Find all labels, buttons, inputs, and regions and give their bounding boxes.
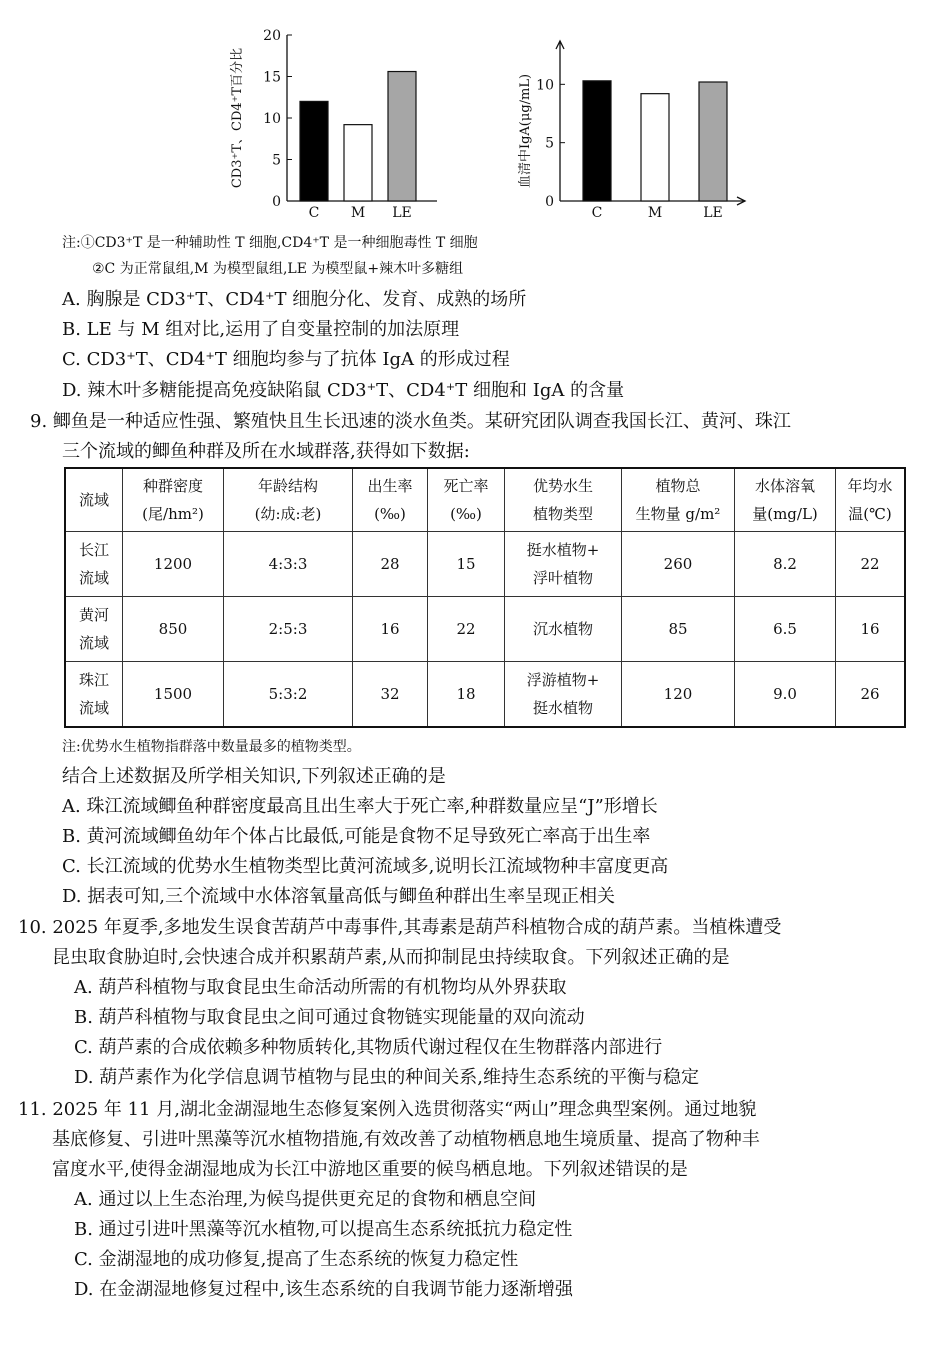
q9-option-d: D. 据表可知,三个流域中水体溶氧量高低与鲫鱼种群出生率呈现正相关 — [62, 886, 615, 907]
table-cell: 5:3:2 — [224, 662, 353, 728]
header-death-rate: 死亡率 (‰) — [428, 468, 505, 532]
bar — [344, 125, 372, 201]
header-temperature: 年均水 温(℃) — [836, 468, 906, 532]
header-density: 种群密度 (尾/hm²) — [123, 468, 224, 532]
y-tick-label: 5 — [545, 135, 554, 152]
header-birth-rate: 出生率 (‰) — [353, 468, 428, 532]
table-cell: 28 — [353, 532, 428, 597]
y-tick-label: 0 — [545, 194, 554, 210]
table-cell: 9.0 — [735, 662, 836, 728]
table-cell: 长江 流域 — [65, 532, 123, 597]
chart-cd3-cd4-svg — [225, 25, 445, 225]
q8-option-d: D. 辣木叶多糖能提高免疫缺陷鼠 CD3⁺T、CD4⁺T 细胞和 IgA 的含量 — [62, 380, 625, 401]
q9-stem-1: 9. 鲫鱼是一种适应性强、繁殖快且生长迅速的淡水鱼类。某研究团队调查我国长江、黄河、珠江 — [30, 411, 791, 432]
category-label: M — [350, 205, 366, 221]
category-label: C — [591, 205, 603, 221]
q11-stem-2: 基底修复、引进叶黑藻等沉水植物措施,有效改善了动植物栖息地生境质量、提高了物种丰 — [52, 1129, 760, 1150]
category-label: M — [647, 205, 663, 221]
q11-option-b: B. 通过引进叶黑藻等沉水植物,可以提高生态系统抵抗力稳定性 — [74, 1219, 573, 1240]
q9-note: 注:优势水生植物指群落中数量最多的植物类型。 — [62, 739, 361, 755]
table-row — [65, 532, 905, 597]
bar — [583, 81, 611, 201]
category-label: C — [308, 205, 320, 221]
table-cell: 8.2 — [735, 532, 836, 597]
q11-option-d: D. 在金湖湿地修复过程中,该生态系统的自我调节能力逐渐增强 — [74, 1279, 573, 1300]
table-cell: 16 — [836, 597, 906, 662]
y-tick-label: 10 — [263, 111, 281, 127]
header-age-structure: 年龄结构 (幼:成:老) — [224, 468, 353, 532]
q9-option-c: C. 长江流域的优势水生植物类型比黄河流域多,说明长江流域物种丰富度更高 — [62, 856, 669, 877]
table-header-row — [65, 468, 905, 532]
q11-option-c: C. 金湖湿地的成功修复,提高了生态系统的恢复力稳定性 — [74, 1249, 519, 1270]
q10-option-c: C. 葫芦素的合成依赖多种物质转化,其物质代谢过程仅在生物群落内部进行 — [74, 1037, 663, 1058]
header-basin: 流域 — [65, 468, 123, 532]
q8-option-b: B. LE 与 M 组对比,运用了自变量控制的加法原理 — [62, 319, 460, 340]
q10-option-d: D. 葫芦素作为化学信息调节植物与昆虫的种间关系,维持生态系统的平衡与稳定 — [74, 1067, 699, 1088]
table-cell: 浮游植物+ 挺水植物 — [505, 662, 622, 728]
q9-stem-2: 三个流域的鲫鱼种群及所在水域群落,获得如下数据: — [62, 441, 470, 462]
q10-option-b: B. 葫芦科植物与取食昆虫之间可通过食物链实现能量的双向流动 — [74, 1007, 585, 1028]
q11-option-a: A. 通过以上生态治理,为候鸟提供更充足的食物和栖息空间 — [74, 1189, 537, 1210]
table-row — [65, 662, 905, 728]
q10-stem-2: 昆虫取食胁迫时,会快速合成并积累葫芦素,从而抑制昆虫持续取食。下列叙述正确的是 — [52, 947, 730, 968]
q10-option-a: A. 葫芦科植物与取食昆虫生命活动所需的有机物均从外界获取 — [74, 977, 567, 998]
bar — [300, 101, 328, 201]
table-cell: 2:5:3 — [224, 597, 353, 662]
q8-note-2: ②C 为正常鼠组,M 为模型鼠组,LE 为模型鼠+辣木叶多糖组 — [92, 261, 464, 277]
table-cell: 16 — [353, 597, 428, 662]
table-row — [65, 597, 905, 662]
table-cell: 22 — [428, 597, 505, 662]
bar — [699, 82, 727, 201]
q11-stem-1: 11. 2025 年 11 月,湖北金湖湿地生态修复案例入选贯彻落实“两山”理念典型案例。通过地貌 — [18, 1099, 757, 1120]
q11-stem-3: 富度水平,使得金湖湿地成为长江中游地区重要的候鸟栖息地。下列叙述错误的是 — [52, 1159, 688, 1180]
q8-option-c: C. CD3⁺T、CD4⁺T 细胞均参与了抗体 IgA 的形成过程 — [62, 349, 510, 370]
table-cell: 260 — [622, 532, 735, 597]
table-cell: 1500 — [123, 662, 224, 728]
table-cell: 4:3:3 — [224, 532, 353, 597]
y-tick-label: 15 — [263, 69, 281, 86]
category-label: LE — [703, 205, 723, 221]
table-cell: 850 — [123, 597, 224, 662]
y-axis-label: 血清中IgA(μg/mL) — [518, 73, 533, 189]
table-cell: 26 — [836, 662, 906, 728]
table-cell: 挺水植物+ 浮叶植物 — [505, 532, 622, 597]
header-oxygen: 水体溶氧 量(mg/L) — [735, 468, 836, 532]
table-cell: 黄河 流域 — [65, 597, 123, 662]
y-tick-label: 0 — [272, 194, 281, 210]
chart-iga-svg — [515, 35, 755, 225]
y-axis-label: CD3⁺T、CD4⁺T百分比 — [230, 47, 245, 189]
table-cell: 22 — [836, 532, 906, 597]
table-cell: 1200 — [123, 532, 224, 597]
table-cell: 15 — [428, 532, 505, 597]
header-biomass: 植物总 生物量 g/m² — [622, 468, 735, 532]
q9-option-a: A. 珠江流域鲫鱼种群密度最高且出生率大于死亡率,种群数量应呈“J”形增长 — [62, 796, 658, 817]
q9-question: 结合上述数据及所学相关知识,下列叙述正确的是 — [62, 766, 446, 787]
table-cell: 沉水植物 — [505, 597, 622, 662]
category-label: LE — [392, 205, 412, 221]
y-tick-label: 10 — [536, 77, 554, 94]
table-cell: 6.5 — [735, 597, 836, 662]
y-tick-label: 20 — [263, 28, 281, 44]
q9-option-b: B. 黄河流域鲫鱼幼年个体占比最低,可能是食物不足导致死亡率高于出生率 — [62, 826, 651, 847]
table-cell: 珠江 流域 — [65, 662, 123, 728]
bar — [388, 72, 416, 201]
q8-note-1: 注:①CD3⁺T 是一种辅助性 T 细胞,CD4⁺T 是一种细胞毒性 T 细胞 — [62, 235, 478, 251]
bar — [641, 94, 669, 201]
table-cell: 85 — [622, 597, 735, 662]
header-dominant-plant: 优势水生 植物类型 — [505, 468, 622, 532]
q9-data-table — [64, 467, 906, 728]
chart-iga — [515, 35, 755, 225]
chart-cd3-cd4 — [225, 25, 445, 225]
table-cell: 32 — [353, 662, 428, 728]
y-tick-label: 5 — [272, 152, 281, 169]
q8-option-a: A. 胸腺是 CD3⁺T、CD4⁺T 细胞分化、发育、成熟的场所 — [62, 289, 527, 310]
table-cell: 120 — [622, 662, 735, 728]
q10-stem-1: 10. 2025 年夏季,多地发生误食苦葫芦中毒事件,其毒素是葫芦科植物合成的葫芦素。当植株遭受 — [18, 917, 782, 938]
table-cell: 18 — [428, 662, 505, 728]
